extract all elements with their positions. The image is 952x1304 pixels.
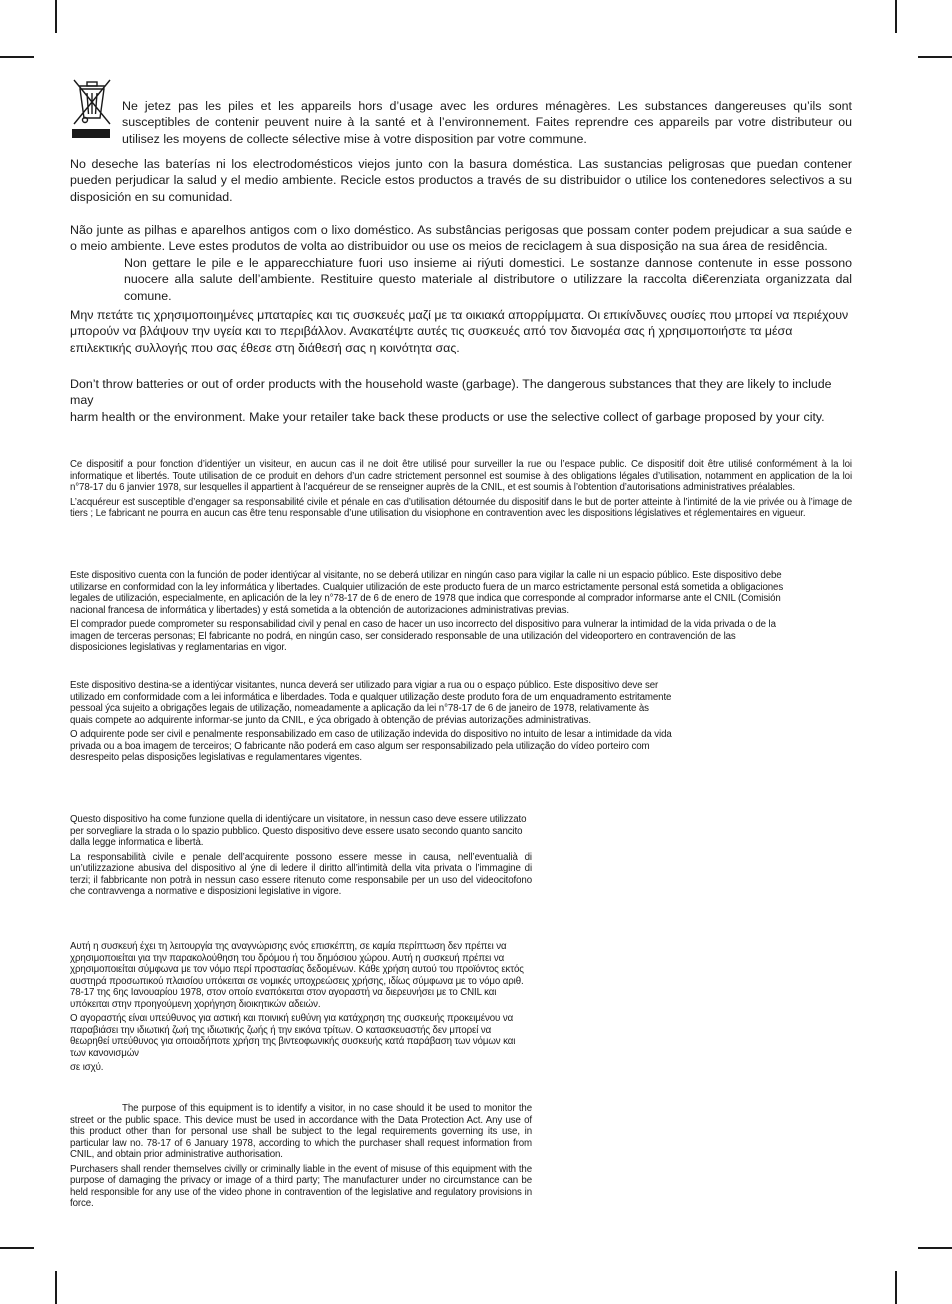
disposal-notice-es: No deseche las baterías ni los electrodomésticos viejos junto con la basura doméstica. Las sustancias peligrosas que puedan contener pueden perjudicar la salud y el medio ambiente. Recicle estos productos a través de su distribuidor o utilice los contenedores selectivos a su disposición en su comunidad. xyxy=(70,157,852,204)
privacy-it-p1: Questo dispositivo ha come funzione quella di identiýcare un visitatore, in nessun caso deve essere utilizzato per sorvegliare la strada o lo spazio pubblico. Questo dispositivo deve essere usato secondo quanto sancito dalla legge informatica e libertà. xyxy=(70,814,527,848)
crop-mark-bottom-right-h xyxy=(918,1247,952,1249)
crop-mark-top-right-h xyxy=(918,56,952,58)
privacy-notice-el xyxy=(70,941,532,1074)
crop-mark-bottom-right-v xyxy=(895,1271,897,1304)
privacy-notice-it xyxy=(70,814,532,898)
privacy-fr-p1: Ce dispositif a pour fonction d’identiýer un visiteur, en aucun cas il ne doit être utilisé pour surveiller la rue ou l’espace public. Ce dispositif doit être utilisé conformément à la loi informatique et libertés. Toute utilisation de ce produit en dehors d’un cadre strictement personnel est soumise à des obligations légales d’utilisation, notamment en application de la loi n°78-17 du 6 janvier 1978, sur lesquelles il appartient à l’acquéreur de se renseigner auprès de la CNIL, et est soumis à l’obtention d’autorisations administratives préalables. xyxy=(70,459,852,493)
privacy-el-p2: Ο αγοραστής είναι υπεύθυνος για αστική και ποινική ευθύνη για κατάχρηση της συσκευής προκειμένου να παραβιάσει την ιδιωτική ζωή της ιδιωτικής ζωής ή την εικόνα τρίτων. Ο κατασκευαστής δεν μπορεί να θεωρηθεί υπεύθυνος για οποιαδήποτε χρήση της βιντεοφωνικής συσκευής κατά παράβαση των νόμων και των κανονισμών xyxy=(70,1013,516,1059)
privacy-notice-pt xyxy=(70,680,672,764)
crop-mark-bottom-left-v xyxy=(55,1271,57,1304)
privacy-en-p1: The purpose of this equipment is to identify a visitor, in no case should it be used to monitor the street or the public space. This device must be used in accordance with the Data Protection Act. Any use of this product other than for personal use shall be subject to the legal requirements governing its use, in particular law no. 78-17 of 6 January 1978, according to which the purchaser shall request information from CNIL, and obtain prior administrative authorisation. xyxy=(70,1103,532,1160)
crop-mark-bottom-left-h xyxy=(0,1247,34,1249)
disposal-notice-fr: Ne jetez pas les piles et les appareils hors d’usage avec les ordures ménagères. Les substances dangereuses qu’ils sont susceptibles de contenir peuvent nuire à la santé et à l’environnement. Faites reprendre ces appareils par votre distributeur ou utilisez les moyens de collecte sélective mise à votre disposition par votre commune. xyxy=(122,99,852,146)
privacy-fr-p2: L’acquéreur est susceptible d’engager sa responsabilité civile et pénale en cas d’utilisation détournée du dispositif dans le but de porter atteinte à l’intimité de la vie privée ou à l’image de tiers ; Le fabricant ne pourra en aucun cas être tenu responsable d’une utilisation du visiophone en contravention avec les dispositions législatives et réglementaires en vigueur. xyxy=(70,496,852,519)
disposal-notice-it: Non gettare le pile e le apparecchiature fuori uso insieme ai riýuti domestici. Le sostanze dannose contenute in esse possono nuocere alla salute dell’ambiente. Restituire questo materiale al distributore o utilizzare la raccolta di€erenziata organizzata dal comune. xyxy=(124,256,852,303)
privacy-notice-fr xyxy=(70,459,852,520)
crossed-out-wheelie-bin-icon xyxy=(70,78,114,138)
disposal-notice-en-line1: Don’t throw batteries or out of order products with the household waste (garbage). The dangerous substances that they are likely to include xyxy=(70,377,832,391)
crop-mark-top-left-v xyxy=(55,0,57,33)
privacy-notice-es xyxy=(70,570,785,654)
crop-mark-top-right-v xyxy=(895,0,897,33)
disposal-notice-en-line3: harm health or the environment. Make your retailer take back these products or use the selective collect of garbage proposed by your city. xyxy=(70,409,825,424)
privacy-pt-p1: Este dispositivo destina-se a identiýcar visitantes, nunca deverá ser utilizado para vigiar a rua ou o espaço público. Este dispositivo deve ser utilizado em conformidade com a lei informática e liberdades. Toda e qualquer utilização deste produto fora de um enquadramento estritamente pessoal ýca sujeito a obrigações legais de utilização, nomeadamente a aplicação da lei n°78-17 de 6 de janeiro de 1978, relativamente às quais compete ao adquirente informar-se junto da CNIL, e ýca obrigado à obtenção de prévias autorizações administrativas. xyxy=(70,680,672,726)
privacy-el-p1: Αυτή η συσκευή έχει τη λειτουργία της αναγνώρισης ενός επισκέπτη, σε καμία περίπτωση δεν πρέπει να χρησιμοποιείται για την παρακολούθηση του δρόμου ή του δημόσιου χώρου. Αυτή η συσκευή πρέπει να χρησιμοποιείται σύμφωνα με τον νόμο περί προστασίας δεδομένων. Κάθε χρήση αυτού του προϊόντος εκτός αυστηρά προσωπικού πλαισίου υπόκειται σε νομικές υποχρεώσεις χρήσης, ιδίως σύμφωνα με το νόμο αριθ. 78-17 της 6ης Ιανουαρίου 1978, στον οποίο εναπόκειται στον αγοραστή να διερευνήσει με το CNIL και υπόκειται στην προηγούμενη χορήγηση διοικητικών αδειών. xyxy=(70,941,524,1010)
privacy-el-p3: σε ισχύ. xyxy=(70,1062,104,1073)
disposal-notice-en xyxy=(70,376,852,425)
disposal-notice-pt: Não junte as pilhas e aparelhos antigos com o lixo doméstico. As substâncias perigosas que possam conter podem prejudicar a sua saúde e o meio ambiente. Leve estes produtos de volta ao distribuidor ou use os meios de reciclagem à sua disposição na sua área de residência. xyxy=(70,223,852,254)
disposal-notice-en-line2: may xyxy=(70,393,94,408)
privacy-es-p1: Este dispositivo cuenta con la función de poder identiýcar al visitante, no se deberá utilizar en ningún caso para vigilar la calle ni un espacio público. Este dispositivo debe utilizarse en conformidad con la ley informática y libertades. Cualquier utilización de este producto fuera de un marco estrictamente personal está sometida a obligaciones legales de utilización, especialmente, en aplicación de la ley n°78-17 de 6 de enero de 1978 que indica que corresponde al comprador informarse ante el CNIL (Comisión nacional francesa de informática y libertades) y está sometida a la obtención de autorizaciones administrativas previas. xyxy=(70,570,784,616)
privacy-pt-p2: O adquirente pode ser civil e penalmente responsabilizado em caso de utilização indevida do dispositivo no intuito de lesar a intimidade da vida privada ou a boa imagem de terceiros; O fabricante não poderá em caso algum ser responsabilizado pela utilização do vídeo porteiro com desrespeito pelas disposições legislativas e regulamentares vigentes. xyxy=(70,729,672,763)
privacy-en-p2: Purchasers shall render themselves civilly or criminally liable in the event of misuse of this equipment with the purpose of damaging the privacy or image of a third party; The manufacturer under no circumstance can be held responsible for any use of the video phone in contravention of the legislative and regulatory provisions in force. xyxy=(70,1163,532,1209)
privacy-it-p2: La responsabilità civile e penale dell’acquirente possono essere messe in causa, nell’eventualià di un’utilizzazione abusiva del dispositivo al ýne di ledere il diritto all’intimità della vita privata o l’immagine di terzi; il fabbricante non potrà in nessun caso essere ritenuto come responsabile per un uso del videocitofono che contravvenga a normative e disposizioni legislative in vigore. xyxy=(70,851,532,897)
crop-mark-top-left-h xyxy=(0,56,34,58)
privacy-notice-en xyxy=(70,1103,532,1210)
disposal-notice-el: Μην πετάτε τις χρησιμοποιημένες μπαταρίες και τις συσκευές μαζί με τα οικιακά απορρίμματα. Οι επικίνδυνες ουσίες που μπορεί να περιέχουν μπορούν να βλάψουν την υγεία και το περιβάλλον. Ανακατέψτε αυτές τις συσκευές από τον διανομέα σας ή χρησιμοποιήστε τα μέσα επιλεκτικής συλλογής που σας έθεσε στη διάθεσή σας η κοινότητα σας. xyxy=(70,308,849,355)
privacy-es-p2: El comprador puede comprometer su responsabilidad civil y penal en caso de hacer un uso incorrecto del dispositivo para vulnerar la intimidad de la vida privada o de la imagen de terceras personas; El fabricante no podrá, en ningún caso, ser considerado responsable de una utilización del videoportero en contravención de las disposiciones legislativas y reglamentarias en vigor. xyxy=(70,619,776,653)
